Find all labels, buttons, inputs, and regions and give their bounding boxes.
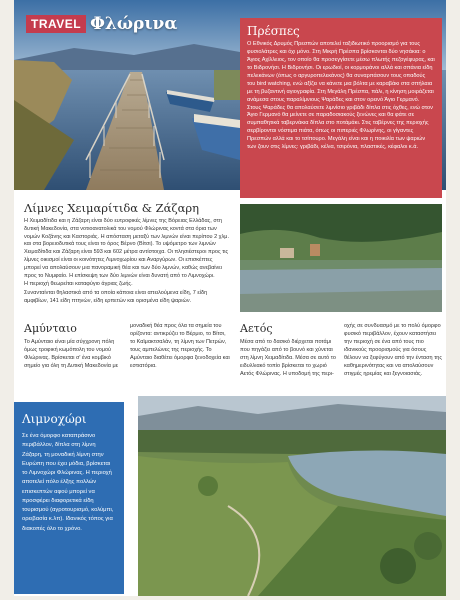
travel-header: [26, 14, 177, 34]
limnochori-text: Σε ένα όμορφο καταπράσινο περιβάλλον, δίπλα στη λίμνη Ζάζαρη, τη μοναδική λίμνη στην Ευρώπη που έχει μόδια, βρίσκεται το Λιμνοχώρι Φλώρινας. Η περιοχή αποτελεί πόλο έλξης πολλών επισκεπτών αφού μπορεί να προσφέρει διαφορετικά είδη τουρισμού (αγροτουρισμό, κολύμπι, ορειβασία κ.λπ). Ιδανικός τόπος για διακοπές όλο το χρόνο.: [22, 433, 114, 532]
lakes-paragraph-1: Η Χειμαδίτιδα και η Ζάζαρη είναι δύο ευτροφικές λίμνες της Βόρειας Ελλάδας, στη δυτική Μακεδονία, στα νοτιοανατολικά του νομού Φλώρινας κοντά στα όρια των νομών Κοζάνης και Καστοριάς. Η απόσταση μεταξύ των λιμνών είναι περίπου 2 χλμ. και στα βορειοδυτικά τους είναι το όρος Βέρνο (Βίτσι). Το υψόμετρο των λιμνών Χειμαδίτιδα και Ζάζαρη είναι 593 και 602 μέτρα αντίστοιχα. Οι πλησιέστεροι προς τις λίμνες οικισμοί είναι οι κοινότητες Λιμνοχωρίου και Αναργύρων. Οι επισκέπτες μπορεί να απολαύσουν μια πανοραμική θέα και των δύο λιμνών, καθώς ανεβαίνει προς το Νυμφαίο. Η επίσκεψη των δύο λιμνών είναι δυνατή από το Λιμνοχώρι.: [24, 218, 230, 279]
lakes-paragraph-3: Συνανταίνται θηλαστικά από τα οποία κάποια είναι απειλούμενα είδη, 7 είδη αμφιβίων, 141 είδη πτηνών, είδη ερπετών και ορισμένα είδη ψαριών.: [24, 290, 208, 304]
limnochori-box: [14, 402, 124, 594]
magazine-page: [14, 0, 446, 596]
travel-section-label: TRAVEL: [26, 15, 86, 33]
amyntaio-text-col2: μοναδική θέα προς όλα τα σημεία του ορίζοντα: αντικρύζει το Βέρμιο, το Βίτσι, το Καϊμακτσαλάν, τη λίμνη των Πετρών, τους αμπελώνες της περιοχής. Το Αμύνταιο διαθέτει όμορφα ξενοδοχεία και εστιατόρια.: [130, 323, 230, 369]
limnochori-title: Λιμνοχώρι: [22, 412, 87, 426]
lakes-text: [24, 218, 230, 307]
amyntaio-text-col1: Το Αμύνταιο είναι μία σύγχρονη πόλη όμως τροφική κωμόπολη του νομού Φλώρινας. Βρίσκεται σ' ένα κομβικό σημείο για όλη τη Δυτική Μακεδονία με: [24, 339, 119, 369]
prespes-text: Ο Εθνικός Δρυμός Πρεσπών αποτελεί ταξιδιωτικό προορισμό για τους φυσιολάτρες και όχι μόνο. Στη Μικρή Πρέσπα βρίσκονται δύο νησάκια: ο Άγιος Αχίλλειος, τον οποίο θα προσεγγίσετε μέσω πλωτής πεζογέφυρας, και το Βιδρονήσι. Η Βιδρονήσι. Οι ερωδιοί, οι κορμοράνοι αλλά και σπάνια είδη πελεκάνων (όπως ο αργυροπελεκάνος) θα συναρπάσουν τους οπαδούς του bird watching, ενώ αξίζει να κάνετε μια βόλτα με καραβάκι στα σπήλαια με τη βυζαντινή αγιογραφία. Στη Μεγάλη Πρέσπα, πάλι, η κίνηση μοιράζεται ανάμεσα στους παραλίμνιους Ψαράδες και στον ορεινό Άγιο Γερμανό. Στους Ψαράδες θα απολαύσετε λιμνίσιο γριβάδι δίπλα στις όχθες, ενώ στον Άγιο Γερμανό θα μείνετε σε παραδοσιακούς ξενώνες και θα φάτε σε συμπαθητικά ταβερνάκια δίπλα στο ποτάμάκι. Στις ταβέρνες της περιοχής σερβίρονται νόστιμα πιάτα, όπως οι πιπεριές Φλωρίνης, οι γίγαντες Πρεσπών αλλά και το τσίπουρο. Μεγάλη είναι και η ποικιλία των ψαριών των ζουν στις λίμνες: γριβάδι, κέλια, τσιρόνια, πλαστικές, κέφαλοι κ.ά.: [247, 41, 435, 151]
aetos-title: Αετός: [240, 322, 273, 335]
lakes-title: Λίμνες Χειμαρίτιδα & Ζάζαρη: [24, 201, 200, 215]
lakes-paragraph-2: Η περιοχή θεωρείται καταφύγιο άγριας ζωής.: [24, 281, 133, 288]
prespes-title: Πρέσπες: [247, 24, 300, 38]
aetos-text-col2: οχής σε συνδυασμό με το πολύ όμορφο φυσικό περιβάλλον, έχουν καταστήσει την περιοχή σε ένα από τους πιο ιδανικούς προορισμούς για όσους θέλουν να ξεφύγουν από την ένταση της καθημερινότητας και να απολαύσουν στιγμές ηρεμίας και ξεγνοιασιάς.: [344, 323, 442, 377]
lake-photo: [240, 204, 442, 312]
aetos-text-col1: Μέσα από το δασικό διέρχεται ποτάμι που πηγάζει από το βουνό και χύνεται στη λίμνη Χειμαδίτιδα. Μέσα σε αυτό το ειδυλλιακό τοπίο βρίσκεται το χωριό Αετός Φλώρινας. Η υποδομή της περι-: [240, 339, 336, 377]
limnochori-photo: [138, 396, 446, 596]
amyntaio-title: Αμύνταιο: [24, 322, 77, 335]
city-title: Φλώρινα: [90, 14, 178, 34]
prespes-box: [240, 18, 442, 198]
